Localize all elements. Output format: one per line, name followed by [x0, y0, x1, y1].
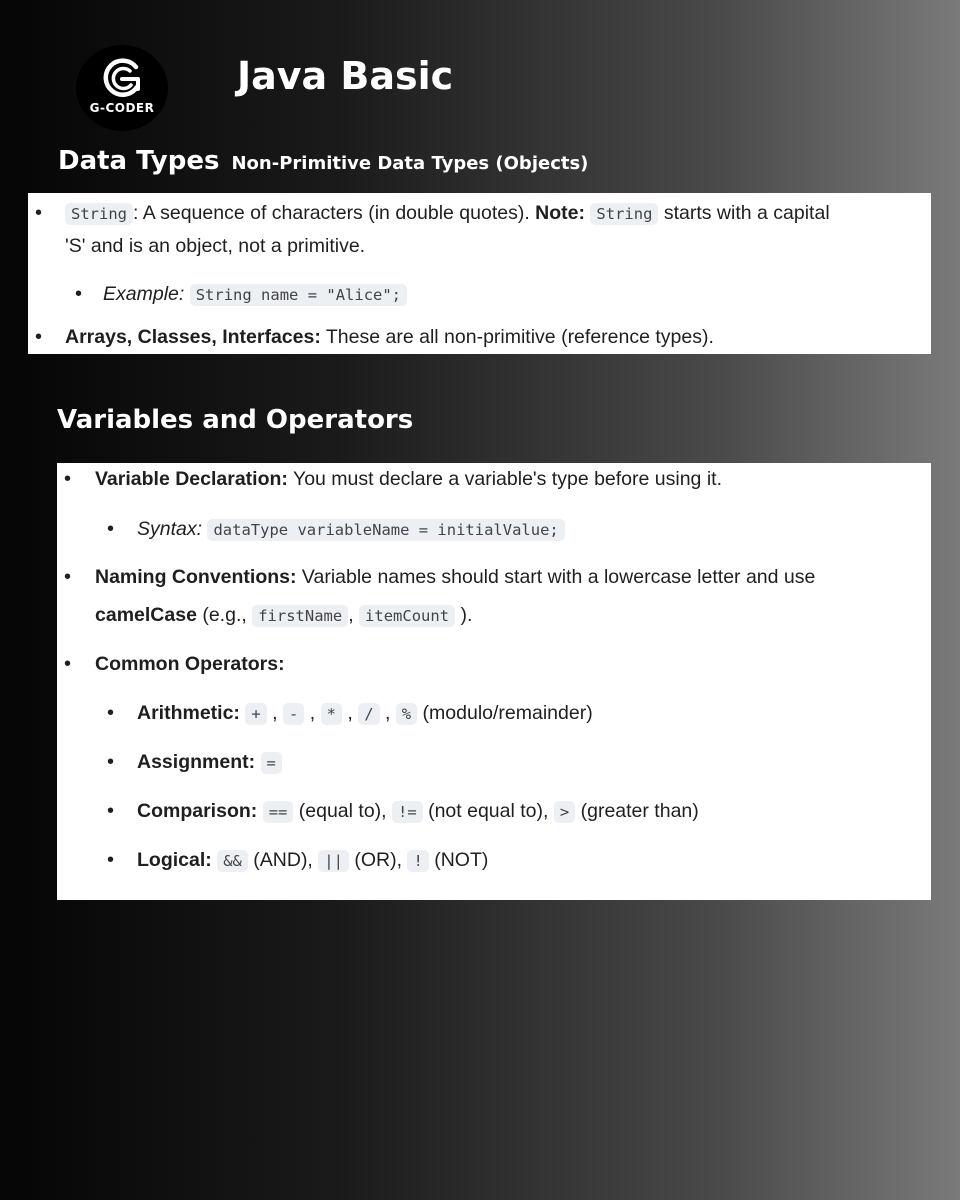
item-text: (greater than)	[575, 800, 699, 822]
item-label: Arrays, Classes, Interfaces:	[65, 326, 321, 348]
item-label: Logical:	[137, 849, 212, 871]
item-text: starts with a capital	[658, 202, 830, 224]
operator-code: !	[407, 850, 428, 872]
operator-code: *	[321, 703, 342, 725]
inline-code: firstName	[252, 605, 348, 627]
operator-code: !=	[392, 801, 423, 823]
section-heading-data-types: Data Types	[58, 146, 220, 176]
list-item-arrays	[65, 323, 714, 351]
bullet: •	[64, 653, 72, 675]
bullet: •	[107, 800, 115, 822]
operator-code: +	[245, 703, 266, 725]
item-text: ).	[455, 604, 473, 626]
inline-code: String name = "Alice";	[190, 284, 407, 306]
operator-code: -	[283, 703, 304, 725]
item-text: : A sequence of characters (in double quotes).	[133, 202, 536, 224]
bullet: •	[107, 849, 115, 871]
bullet: •	[64, 566, 72, 588]
list-item-example	[103, 280, 407, 309]
inline-code: String	[65, 203, 133, 225]
list-item-arithmetic: Arithmetic: + , - , * , / , % (modulo/remainder)	[137, 702, 593, 724]
item-label: Common Operators:	[95, 653, 285, 675]
list-item-declaration	[95, 465, 722, 493]
list-item-common-operators	[95, 650, 285, 678]
item-text: (AND),	[247, 849, 319, 871]
list-item-assignment	[137, 748, 282, 777]
item-text: These are all non-primitive (reference types).	[320, 326, 714, 348]
item-text: (modulo/remainder)	[417, 702, 593, 724]
bullet: •	[64, 468, 72, 490]
operator-code: ==	[263, 801, 294, 823]
operator-code: &&	[217, 850, 248, 872]
g-coder-logo-icon	[100, 57, 144, 101]
item-text: (NOT)	[428, 849, 489, 871]
variables-operators-panel	[57, 463, 931, 900]
operator-code: /	[358, 703, 379, 725]
list-item-syntax	[137, 515, 565, 544]
item-label: Naming Conventions:	[95, 566, 297, 588]
bullet: •	[107, 751, 115, 773]
inline-code: dataType variableName = initialValue;	[207, 519, 564, 541]
item-text: (not equal to),	[422, 800, 554, 822]
logo-text: G-CODER	[89, 101, 155, 115]
bullet: •	[75, 283, 83, 305]
item-text: (OR),	[348, 849, 408, 871]
item-label: Arithmetic:	[137, 702, 240, 724]
list-item-string-continued	[65, 232, 365, 260]
item-label: Assignment:	[137, 751, 256, 773]
bullet: •	[35, 326, 43, 348]
inline-code: String	[590, 203, 658, 225]
item-text: (equal to),	[293, 800, 392, 822]
item-text: ,	[348, 604, 360, 626]
list-item-naming	[95, 563, 815, 591]
item-text: You must declare a variable's type before using it.	[287, 468, 722, 490]
bullet: •	[107, 518, 115, 540]
note-label: Note:	[535, 202, 585, 224]
list-item-naming-continued	[95, 601, 472, 630]
page-title: Java Basic	[237, 54, 454, 98]
syntax-label: Syntax:	[137, 518, 203, 540]
list-item-comparison	[137, 797, 699, 826]
section-header-data-types	[58, 146, 588, 176]
item-text: Variable names should start with a lowercase letter and use	[296, 566, 816, 588]
example-label: Example:	[103, 283, 185, 305]
inline-code: itemCount	[359, 605, 455, 627]
item-label: Variable Declaration:	[95, 468, 288, 490]
item-text: 'S' and is an object, not a primitive.	[65, 235, 366, 257]
bullet: •	[107, 702, 115, 724]
item-label: Comparison:	[137, 800, 258, 822]
list-item-string	[65, 199, 830, 228]
bullet: •	[35, 202, 43, 224]
list-item-logical	[137, 846, 488, 875]
item-text: (e.g.,	[196, 604, 253, 626]
section-heading-variables: Variables and Operators	[57, 405, 414, 435]
operator-code: >	[554, 801, 575, 823]
operator-code: =	[261, 752, 282, 774]
brand-logo	[76, 45, 168, 131]
operator-code: %	[396, 703, 417, 725]
camelcase-label: camelCase	[95, 604, 197, 626]
data-types-panel	[28, 193, 931, 354]
operator-code: ||	[318, 850, 349, 872]
section-subheading: Non-Primitive Data Types (Objects)	[231, 153, 589, 174]
